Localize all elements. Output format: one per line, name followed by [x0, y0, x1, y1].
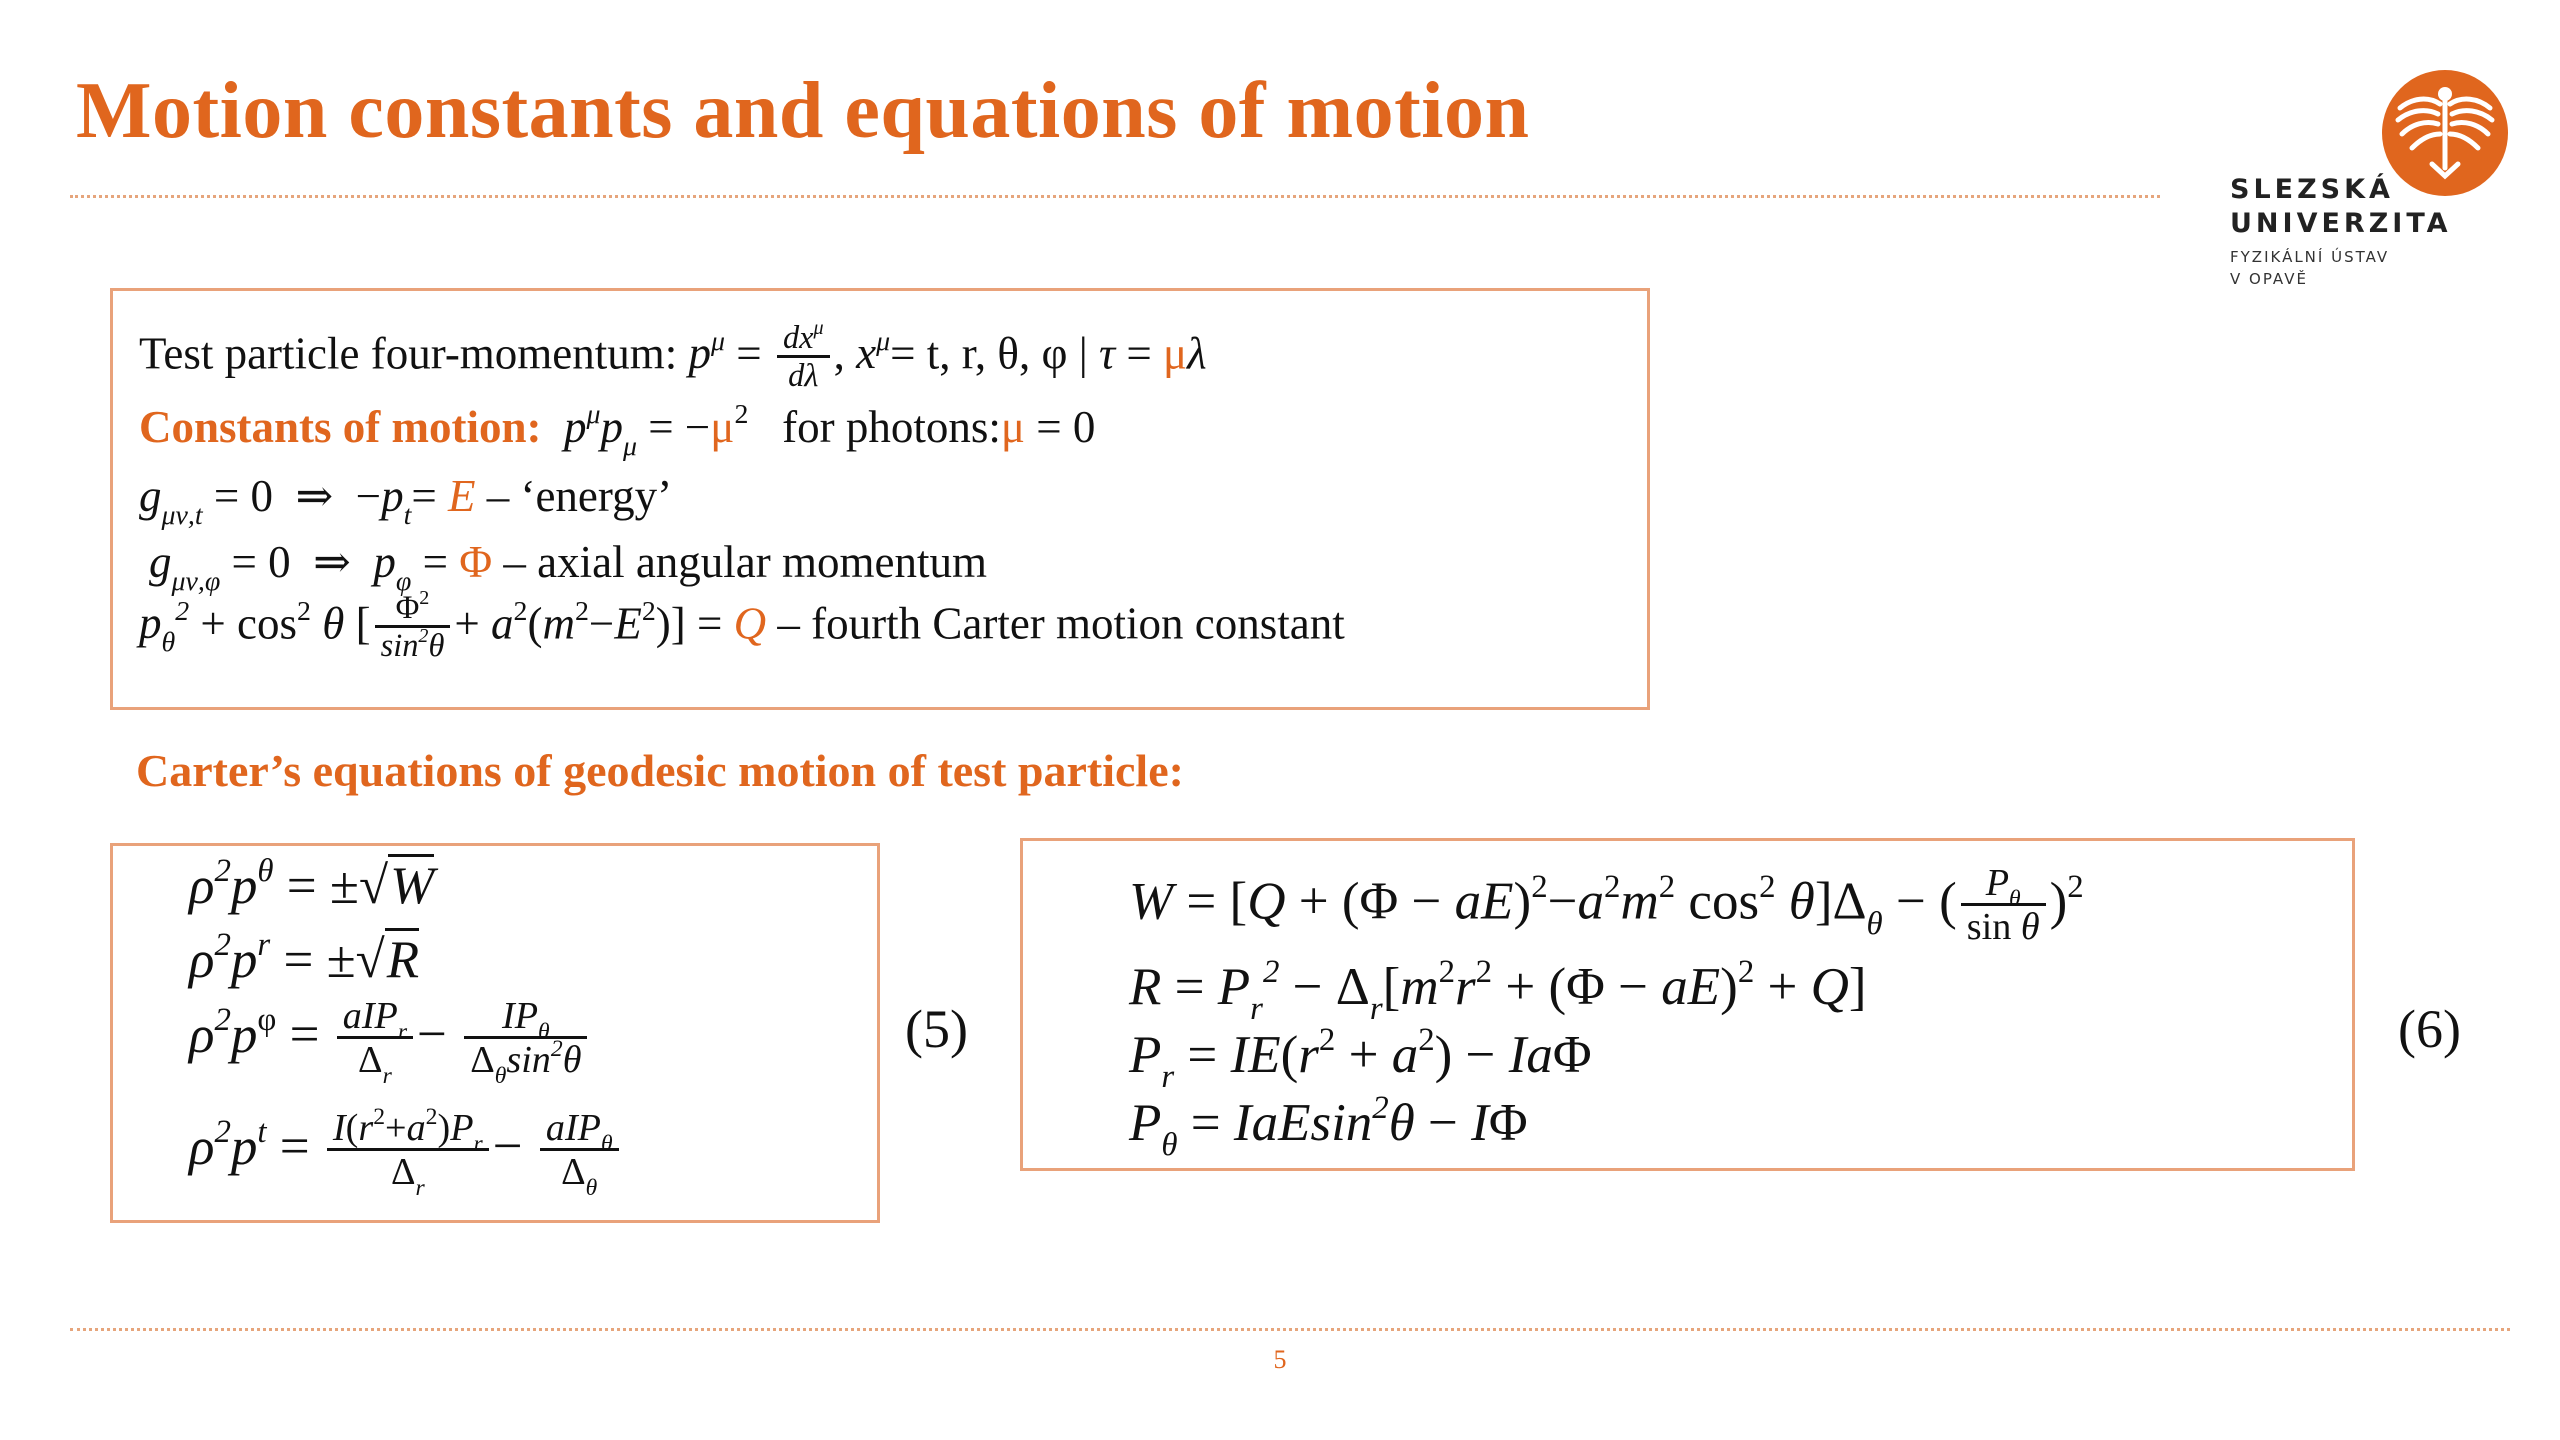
geodesic-equations-box: [110, 843, 880, 1223]
logo-line-4: V OPAVĚ: [2230, 270, 2308, 288]
logo-line-3: FYZIKÁLNÍ ÚSTAV: [2230, 248, 2390, 266]
section-heading: Carter’s equations of geodesic motion of test particle:: [136, 745, 1184, 796]
equation-number-5: (5): [905, 999, 968, 1059]
energy-line: $g_{\mu\nu,t} = 0$ ⇒ $-p_t= E$ – ‘energy’: [139, 471, 673, 531]
angular-momentum-line: $g_{\mu\nu,\varphi} = 0$ ⇒ $p_\varphi = \Phi$ – axial angular momentum: [149, 537, 987, 597]
equation-t: $\rho^2p^t$ = $\frac{I(r^2+a^2)P_r}{\Delta_r}$ − $\frac{aIP_\theta}{\Delta_\theta}$: [189, 1108, 623, 1195]
eagle-emblem-icon: [2380, 68, 2510, 198]
definition-r: $R = P_r^2 - \Delta_r[m^2r^2 + (\Phi - aE)^2 + Q]$: [1129, 954, 1867, 1027]
separator: |: [1067, 328, 1099, 379]
equation-theta: $\rho^2p^\theta = \pm√W$: [189, 853, 435, 915]
university-logo: [2230, 68, 2530, 298]
equation-number-6: (6): [2398, 999, 2461, 1059]
definition-pr: $P_r = IE(r^2 + a^2) - Ia\Phi$: [1129, 1022, 1592, 1095]
equation-phi: $\rho^2p^\varphi$ = $\frac{aIP_r}{\Delta_r}$ − $\frac{IP_\theta}{\Delta_\theta\sin^2\theta}$: [189, 996, 591, 1083]
constants-box: [110, 288, 1650, 710]
slide-title: Motion constants and equations of motion: [76, 67, 1530, 155]
angular-momentum-desc: – axial angular momentum: [492, 537, 987, 587]
carter-constant-line: $p_\theta^2 + \cos^2 \theta$ [ $\frac{\Phi^2}{\sin^2\theta}$ + $a^2(m^2-E^2)] = Q$ – fourth Carter motion constant: [139, 587, 1345, 665]
equation-r: $\rho^2p^r = \pm√R$: [189, 927, 420, 989]
constants-label: Constants of motion:: [139, 402, 542, 452]
photons-label: for photons:: [782, 402, 1001, 452]
logo-line-2: UNIVERZITA: [2230, 208, 2452, 239]
definition-w: $W = [Q + (\Phi - aE)^2-a^2m^2$ $\cos^2 \theta]\Delta_\theta$ − ( $\frac{P_\theta}{\text{sin θ}}$ )$^2$: [1129, 862, 2084, 949]
energy-desc: – ‘energy’: [475, 471, 673, 521]
four-momentum-label: Test particle four-momentum:: [139, 328, 689, 379]
definition-ptheta: $P_\theta = IaEsin^2\theta - I\Phi$: [1129, 1090, 1528, 1163]
logo-line-1: SLEZSKÁ: [2230, 174, 2394, 205]
potential-definitions-box: [1020, 838, 2355, 1171]
four-momentum-line: Test particle four-momentum: $p^\mu$ = $\frac{dx^\mu}{d\lambda}$ , $x^\mu= t$, r, θ, φ | τ = μλ: [139, 317, 1207, 395]
page-number: 5: [1273, 1345, 1287, 1374]
carter-constant-desc: – fourth Carter motion constant: [766, 598, 1345, 649]
footer-divider: [70, 1328, 2510, 1331]
constants-of-motion-line: Constants of motion: $p^\mu p_\mu = -\mu^2$ for photons:μ = 0: [139, 399, 1096, 462]
title-divider: [70, 195, 2160, 198]
